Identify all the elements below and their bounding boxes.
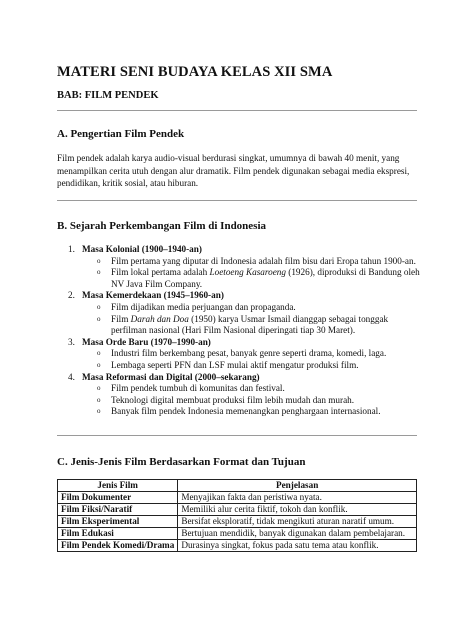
list-item-text <box>111 256 420 268</box>
section-c-heading: C. Jenis-Jenis Film Berdasarkan Format dan Tujuan <box>57 456 306 468</box>
table-row <box>58 540 417 552</box>
document-title: MATERI SENI BUDAYA KELAS XII SMA <box>57 64 333 80</box>
description-cell: Bersifat eksploratif, tidak mengikuti aturan naratif umum. <box>178 516 417 528</box>
bullet-icon: o <box>97 360 101 369</box>
list-item-text <box>111 302 420 314</box>
period-item <box>68 337 420 349</box>
divider <box>57 435 417 436</box>
section-a-paragraph: Film pendek adalah karya audio-visual berdurasi singkat, umumnya di bawah 40 menit, yang menampilkan cerita utuh dengan alur dramatik. Film pendek digunakan sebagai media ekspresi, pendidikan, kritik sosial, atau hiburan. <box>57 153 410 188</box>
list-item-text <box>111 348 420 360</box>
description-cell: Durasinya singkat, fokus pada satu tema atau konflik. <box>178 540 417 552</box>
list-item <box>68 256 420 268</box>
bullet-icon: o <box>97 302 101 311</box>
table-row <box>58 492 417 504</box>
text-fragment: Film pertama yang diputar di Indonesia adalah film bisu dari Eropa tahun 1900-an. <box>111 255 416 266</box>
text-fragment: Lembaga seperti PFN dan LSF mulai aktif mengatur produksi film. <box>111 359 359 370</box>
period-label: Masa Kolonial (1900–1940-an) <box>82 244 202 254</box>
bullet-icon: o <box>97 268 101 277</box>
text-fragment: Teknologi digital membuat produksi film lebih mudah dan murah. <box>111 394 355 405</box>
list-item-text <box>111 267 420 290</box>
text-fragment: (1950) karya Usmar Ismail dianggap sebagai tonggak perfilman nasional (Hari Film Nasional diperingati tiap 30 Maret). <box>111 313 389 336</box>
film-title: Darah dan Doa <box>130 313 189 324</box>
list-item-text <box>111 406 420 418</box>
table-row <box>58 528 417 540</box>
list-item-text <box>111 360 420 372</box>
film-type-cell: Film Dokumenter <box>58 492 178 504</box>
period-item <box>68 372 420 384</box>
table-row <box>58 504 417 516</box>
film-types-table <box>57 479 417 552</box>
bullet-icon: o <box>97 349 101 358</box>
list-item <box>68 395 420 407</box>
list-item-text <box>111 383 420 395</box>
text-fragment: Film dijadikan media perjuangan dan propaganda. <box>111 301 296 312</box>
text-fragment: (1926), diproduksi di Bandung oleh NV Java Film Company. <box>111 267 420 289</box>
column-header-type: Jenis Film <box>58 480 178 492</box>
table-header-row <box>58 480 417 492</box>
text-fragment: Industri film berkembang pesat, banyak genre seperti drama, komedi, laga. <box>111 348 387 359</box>
text-fragment: Film lokal pertama adalah <box>111 267 210 278</box>
description-cell: Menyajikan fakta dan peristiwa nyata. <box>178 492 417 504</box>
list-item <box>68 267 420 290</box>
text-fragment: Film pendek tumbuh di komunitas dan festival. <box>111 383 285 394</box>
bullet-icon: o <box>97 314 101 323</box>
film-type-cell: Film Fiksi/Naratif <box>58 504 178 516</box>
period-number: 4. <box>68 371 75 382</box>
bullet-icon: o <box>97 256 101 265</box>
list-item <box>68 383 420 395</box>
bullet-icon: o <box>97 407 101 416</box>
list-item <box>68 302 420 314</box>
table-row <box>58 516 417 528</box>
period-item <box>68 290 420 302</box>
list-item <box>68 314 420 337</box>
film-type-cell: Film Eksperimental <box>58 516 178 528</box>
column-header-description: Penjelasan <box>178 480 417 492</box>
bullet-icon: o <box>97 395 101 404</box>
film-type-cell: Film Pendek Komedi/Drama <box>58 540 178 552</box>
period-number: 1. <box>68 244 75 254</box>
period-number: 3. <box>68 336 75 347</box>
period-label: Masa Reformasi dan Digital (2000–sekarang) <box>82 371 260 382</box>
section-a-heading: A. Pengertian Film Pendek <box>57 128 185 140</box>
divider <box>57 200 417 201</box>
divider <box>57 110 417 111</box>
list-item <box>68 348 420 360</box>
list-item <box>68 360 420 372</box>
bullet-icon: o <box>97 384 101 393</box>
film-type-cell: Film Edukasi <box>58 528 178 540</box>
description-cell: Memiliki alur cerita fiktif, tokoh dan konflik. <box>178 504 417 516</box>
period-item <box>68 244 420 256</box>
period-number: 2. <box>68 290 75 301</box>
list-item-text <box>111 395 420 407</box>
history-list <box>68 244 420 418</box>
section-b-heading: B. Sejarah Perkembangan Film di Indonesia <box>57 220 267 232</box>
text-fragment: Film <box>111 313 131 324</box>
film-title: Loetoeng Kasaroeng <box>209 267 286 278</box>
description-cell: Bertujuan mendidik, banyak digunakan dalam pembelajaran. <box>178 528 417 540</box>
list-item-text <box>111 314 420 337</box>
chapter-heading: BAB: FILM PENDEK <box>57 90 159 101</box>
period-label: Masa Kemerdekaan (1945–1960-an) <box>82 290 224 301</box>
period-label: Masa Orde Baru (1970–1990-an) <box>82 336 211 347</box>
text-fragment: Banyak film pendek Indonesia memenangkan penghargaan internasional. <box>111 406 381 417</box>
list-item <box>68 406 420 418</box>
